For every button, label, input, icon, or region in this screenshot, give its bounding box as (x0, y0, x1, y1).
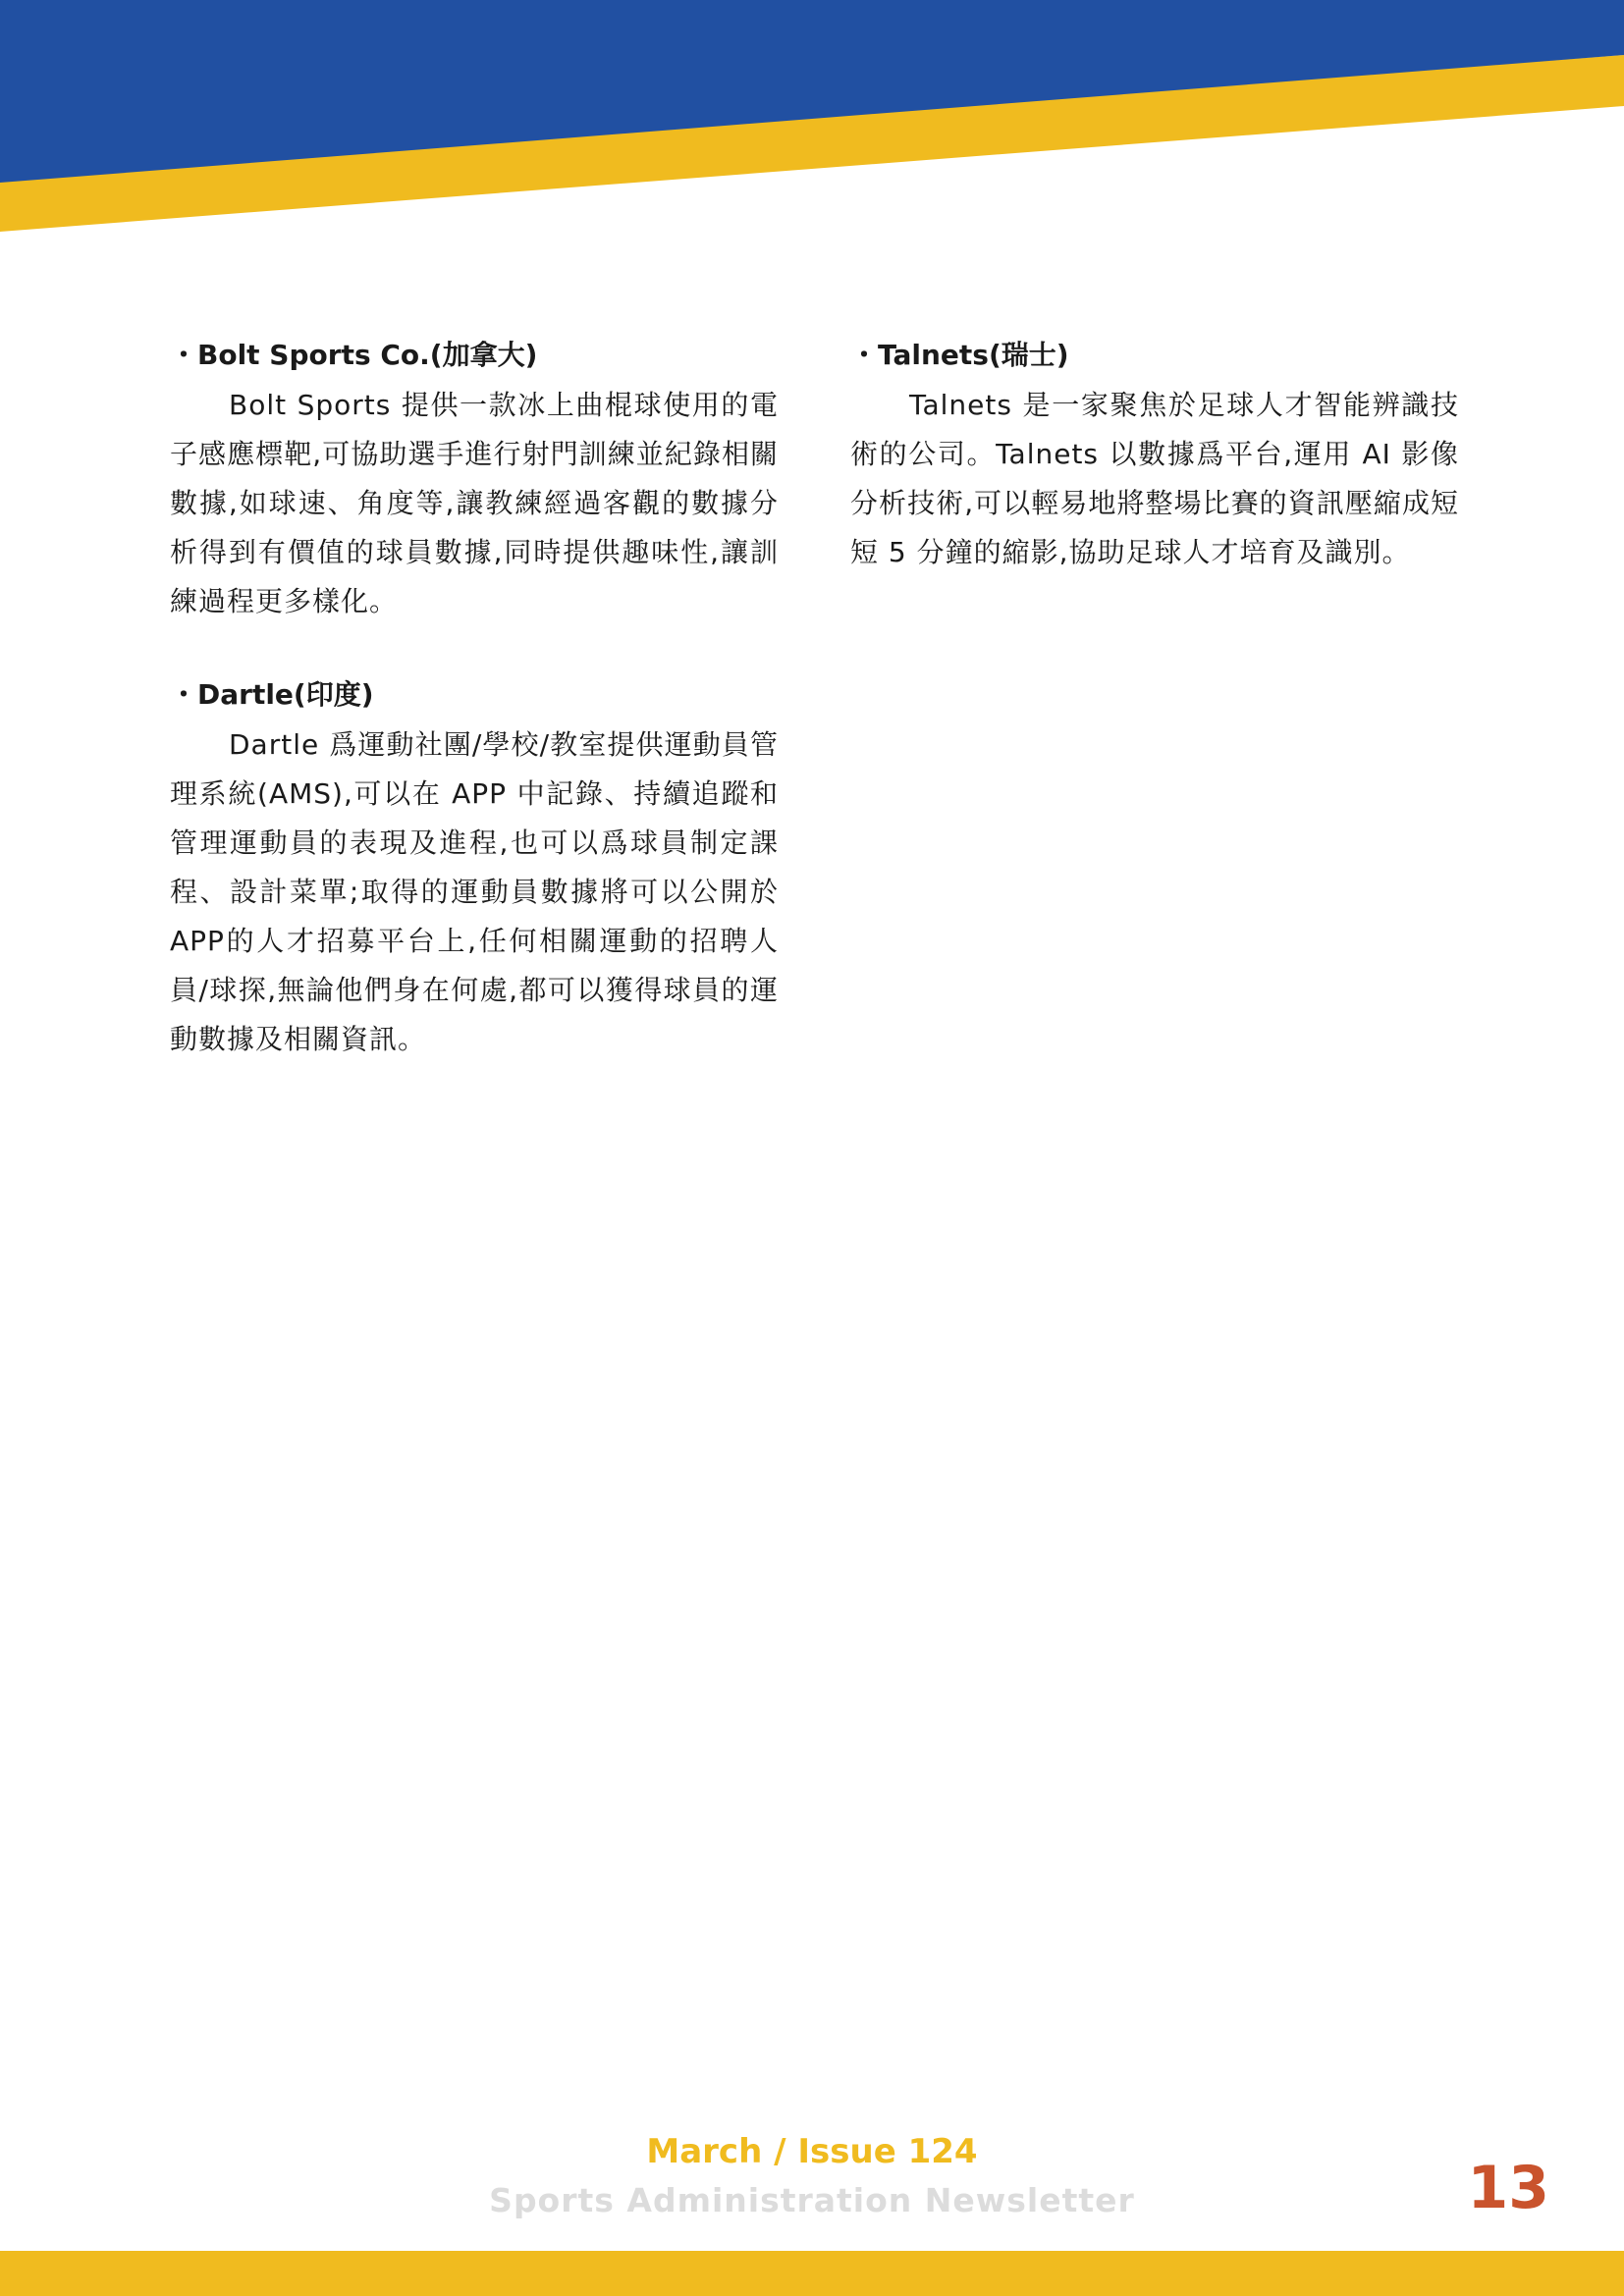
header-banner (0, 0, 1624, 236)
entry-title: ・Dartle(印度) (170, 678, 374, 711)
entry-title: ・Bolt Sports Co.(加拿大) (170, 339, 538, 371)
entry-bolt-sports (170, 334, 779, 626)
left-column (170, 334, 779, 1111)
entry-body: Talnets 是一家聚焦於足球人才智能辨識技術的公司。Talnets 以數據爲平台,運用 AI 影像分析技術,可以輕易地將整場比賽的資訊壓縮成短短 5 分鐘的縮影,協助足球人才培育及識別。 (850, 389, 1459, 568)
entry-body: Dartle 爲運動社團/學校/教室提供運動員管理系統(AMS),可以在 APP 中記錄、持續追蹤和管理運動員的表現及進程,也可以爲球員制定課程、設計菜單;取得的運動員數據將可以公開於APP的人才招募平台上,任何相關運動的招聘人員/球探,無論他們身在何處,都可以獲得球員的運動數據及相關資訊。 (170, 728, 779, 1055)
right-column (850, 334, 1459, 624)
page-number: 13 (1467, 2154, 1549, 2222)
footer-band (0, 2251, 1624, 2296)
footer-issue: March / Issue 124 (646, 2132, 978, 2171)
entry-dartle (170, 673, 779, 1064)
entry-title: ・Talnets(瑞士) (850, 339, 1069, 371)
entry-body: Bolt Sports 提供一款冰上曲棍球使用的電子感應標靶,可協助選手進行射門訓練並紀錄相關數據,如球速、角度等,讓教練經過客觀的數據分析得到有價值的球員數據,同時提供趣味性,讓訓練過程更多樣化。 (170, 389, 779, 617)
entry-talnets (850, 334, 1459, 577)
footer-newsletter-name: Sports Administration Newsletter (489, 2181, 1135, 2219)
